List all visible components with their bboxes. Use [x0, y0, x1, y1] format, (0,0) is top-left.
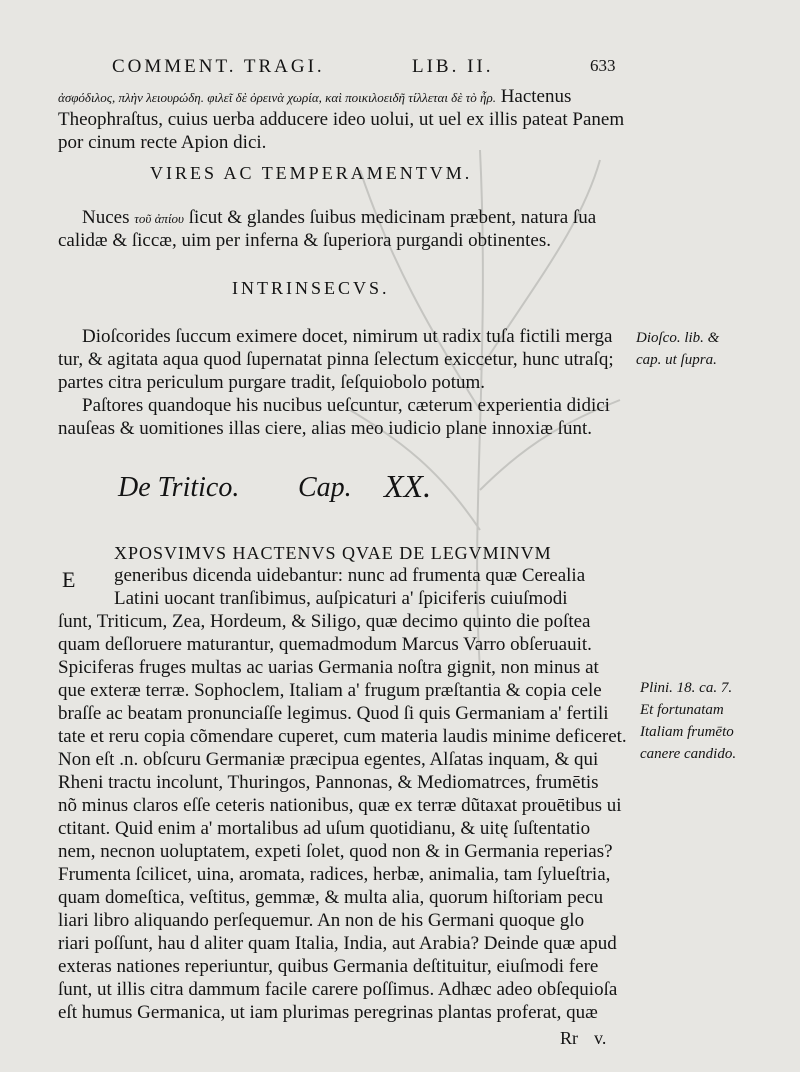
- text-line: Spiciferas fruges multas ac uarias Germania noſtra gignit, non minus at: [58, 657, 599, 678]
- text-line: Theophraſtus, cuius uerba adducere ideo uolui, ut uel ex illis pateat Panem: [58, 109, 625, 130]
- chapter-number: XX.: [384, 468, 432, 504]
- chapter-title: De Tritico.: [118, 472, 240, 503]
- text-line: ctitant. Quid enim a' mortalibus ad uſum quotidianu, & uitę ſuſtentatio: [58, 818, 591, 839]
- text-line: riari poſſunt, hau d aliter quam Italia, India, aut Arabia? Deinde quæ apud: [58, 933, 617, 954]
- drop-cap: E: [62, 567, 76, 592]
- text-line: Dioſcorides ſuccum eximere docet, nimirum ut radix tuſa fictili merga: [82, 326, 613, 347]
- text-line: eſt humus Germanica, ut iam plurimas peregrinas plantas proferat, quæ: [58, 1002, 598, 1023]
- text-line: nõ minus claros eſſe ceteris nationibus, quæ ex terræ dũtaxat prouētibus ui: [58, 795, 622, 816]
- text-line: nem, necnon uoluptatem, expeti ſolet, quod non & in Germania reperias?: [58, 841, 613, 862]
- text-line: nauſeas & uomitiones illas ciere, alias meo iudicio plane innoxiæ ſunt.: [58, 418, 592, 439]
- section-heading: INTRINSECVS.: [232, 278, 390, 298]
- text-line: partes citra periculum purgare tradit, ſeſquiobolo potum.: [58, 372, 486, 393]
- text-line: [82, 207, 596, 230]
- text-line: [58, 86, 571, 109]
- text-line: exteras nationes reperiuntur, quibus Germania deſtituitur, eiuſmodi fere: [58, 956, 599, 977]
- page-number: 633: [590, 56, 616, 75]
- text-line: ſunt, ut illis citra dammum facile carere poſſimus. Adhæc adeo obſequioſa: [58, 979, 618, 1000]
- latin-text: ſicut & glandes ſuibus medicinam præbent, natura ſua: [184, 207, 597, 228]
- latin-text: Nuces: [82, 207, 135, 228]
- greek-text: τοῦ ἀπίου: [134, 211, 185, 226]
- text-line: Frumenta ſcilicet, uina, aromata, radices, herbæ, animalia, tam ſylueſtria,: [58, 864, 611, 885]
- margin-note: Et fortunatam: [640, 702, 724, 718]
- text-line: Non eſt .n. obſcuru Germaniæ præcipua egentes, Alſatas inquam, & qui: [58, 749, 599, 770]
- text-line: tur, & agitata aqua quod ſupernatat pinna ſelectum exiccetur, hunc utraſq;: [58, 349, 614, 370]
- signature-mark: Rr: [560, 1028, 578, 1048]
- greek-text: ἀσφόδιλος, πλὴν λειουρώδη. φιλεῖ δὲ ὀρεινὰ χωρία, καὶ ποικιλοειδῆ τίλλεται δὲ τὸ ἦρ.: [58, 90, 496, 105]
- margin-note: Plini. 18. ca. 7.: [640, 680, 733, 696]
- chapter-cap: Cap.: [298, 472, 352, 503]
- text-line: calidæ & ſiccæ, uim per inferna & ſuperiora purgandi obtinentes.: [58, 230, 551, 251]
- text-line: Rheni tractu incolunt, Thuringos, Pannonas, & Mediomatrces, frumētis: [58, 772, 599, 793]
- catchword: v.: [594, 1028, 607, 1048]
- margin-note: canere candido.: [640, 746, 737, 762]
- margin-note: cap. ut ſupra.: [636, 352, 717, 368]
- text-line: generibus dicenda uidebantur: nunc ad frumenta quæ Cerealia: [114, 565, 586, 586]
- latin-text: Hactenus: [495, 86, 572, 107]
- section-heading: VIRES AC TEMPERAMENTVM.: [150, 163, 473, 183]
- text-line: braſſe ac beatam pronunciaſſe legimus. Quod ſi quis Germaniam a' fertili: [58, 703, 609, 724]
- text-line: que exteræ terræ. Sophoclem, Italiam a' frugum præſtantia & copia cele: [58, 680, 602, 701]
- book-number: LIB. II.: [412, 56, 494, 77]
- running-header: [112, 56, 632, 80]
- text-line: Paſtores quandoque his nucibus ueſcuntur, cæterum experientia didici: [82, 395, 610, 416]
- text-line: XPOSVIMVS HACTENVS QVAE DE LEGVMINVM: [114, 543, 552, 563]
- text-line: ſunt, Triticum, Zea, Hordeum, & Siligo, quæ decimo quinto die poſtea: [58, 611, 591, 632]
- text-line: liari libro aliquando perſequemur. An non de his Germani quoque glo: [58, 910, 585, 931]
- text-line: quam deſloruere maturantur, quemadmodum Marcus Varro obſeruauit.: [58, 634, 592, 655]
- running-title: COMMENT. TRAGI.: [112, 56, 325, 77]
- text-line: quam domeſtica, veſtitus, gemmæ, & multa alia, quorum hiſtoriam pecu: [58, 887, 604, 908]
- text-line: Latini uocant tranſibimus, auſpicaturi a' ſpiciferis cuiuſmodi: [114, 588, 568, 609]
- text-line: por cinum recte Apion dici.: [58, 132, 267, 153]
- margin-note: Italiam frumēto: [640, 724, 734, 740]
- margin-note: Dioſco. lib. &: [636, 330, 720, 346]
- text-line: tate et reru copia cõmendare cuperet, cum materia laudis minime deficeret.: [58, 726, 627, 747]
